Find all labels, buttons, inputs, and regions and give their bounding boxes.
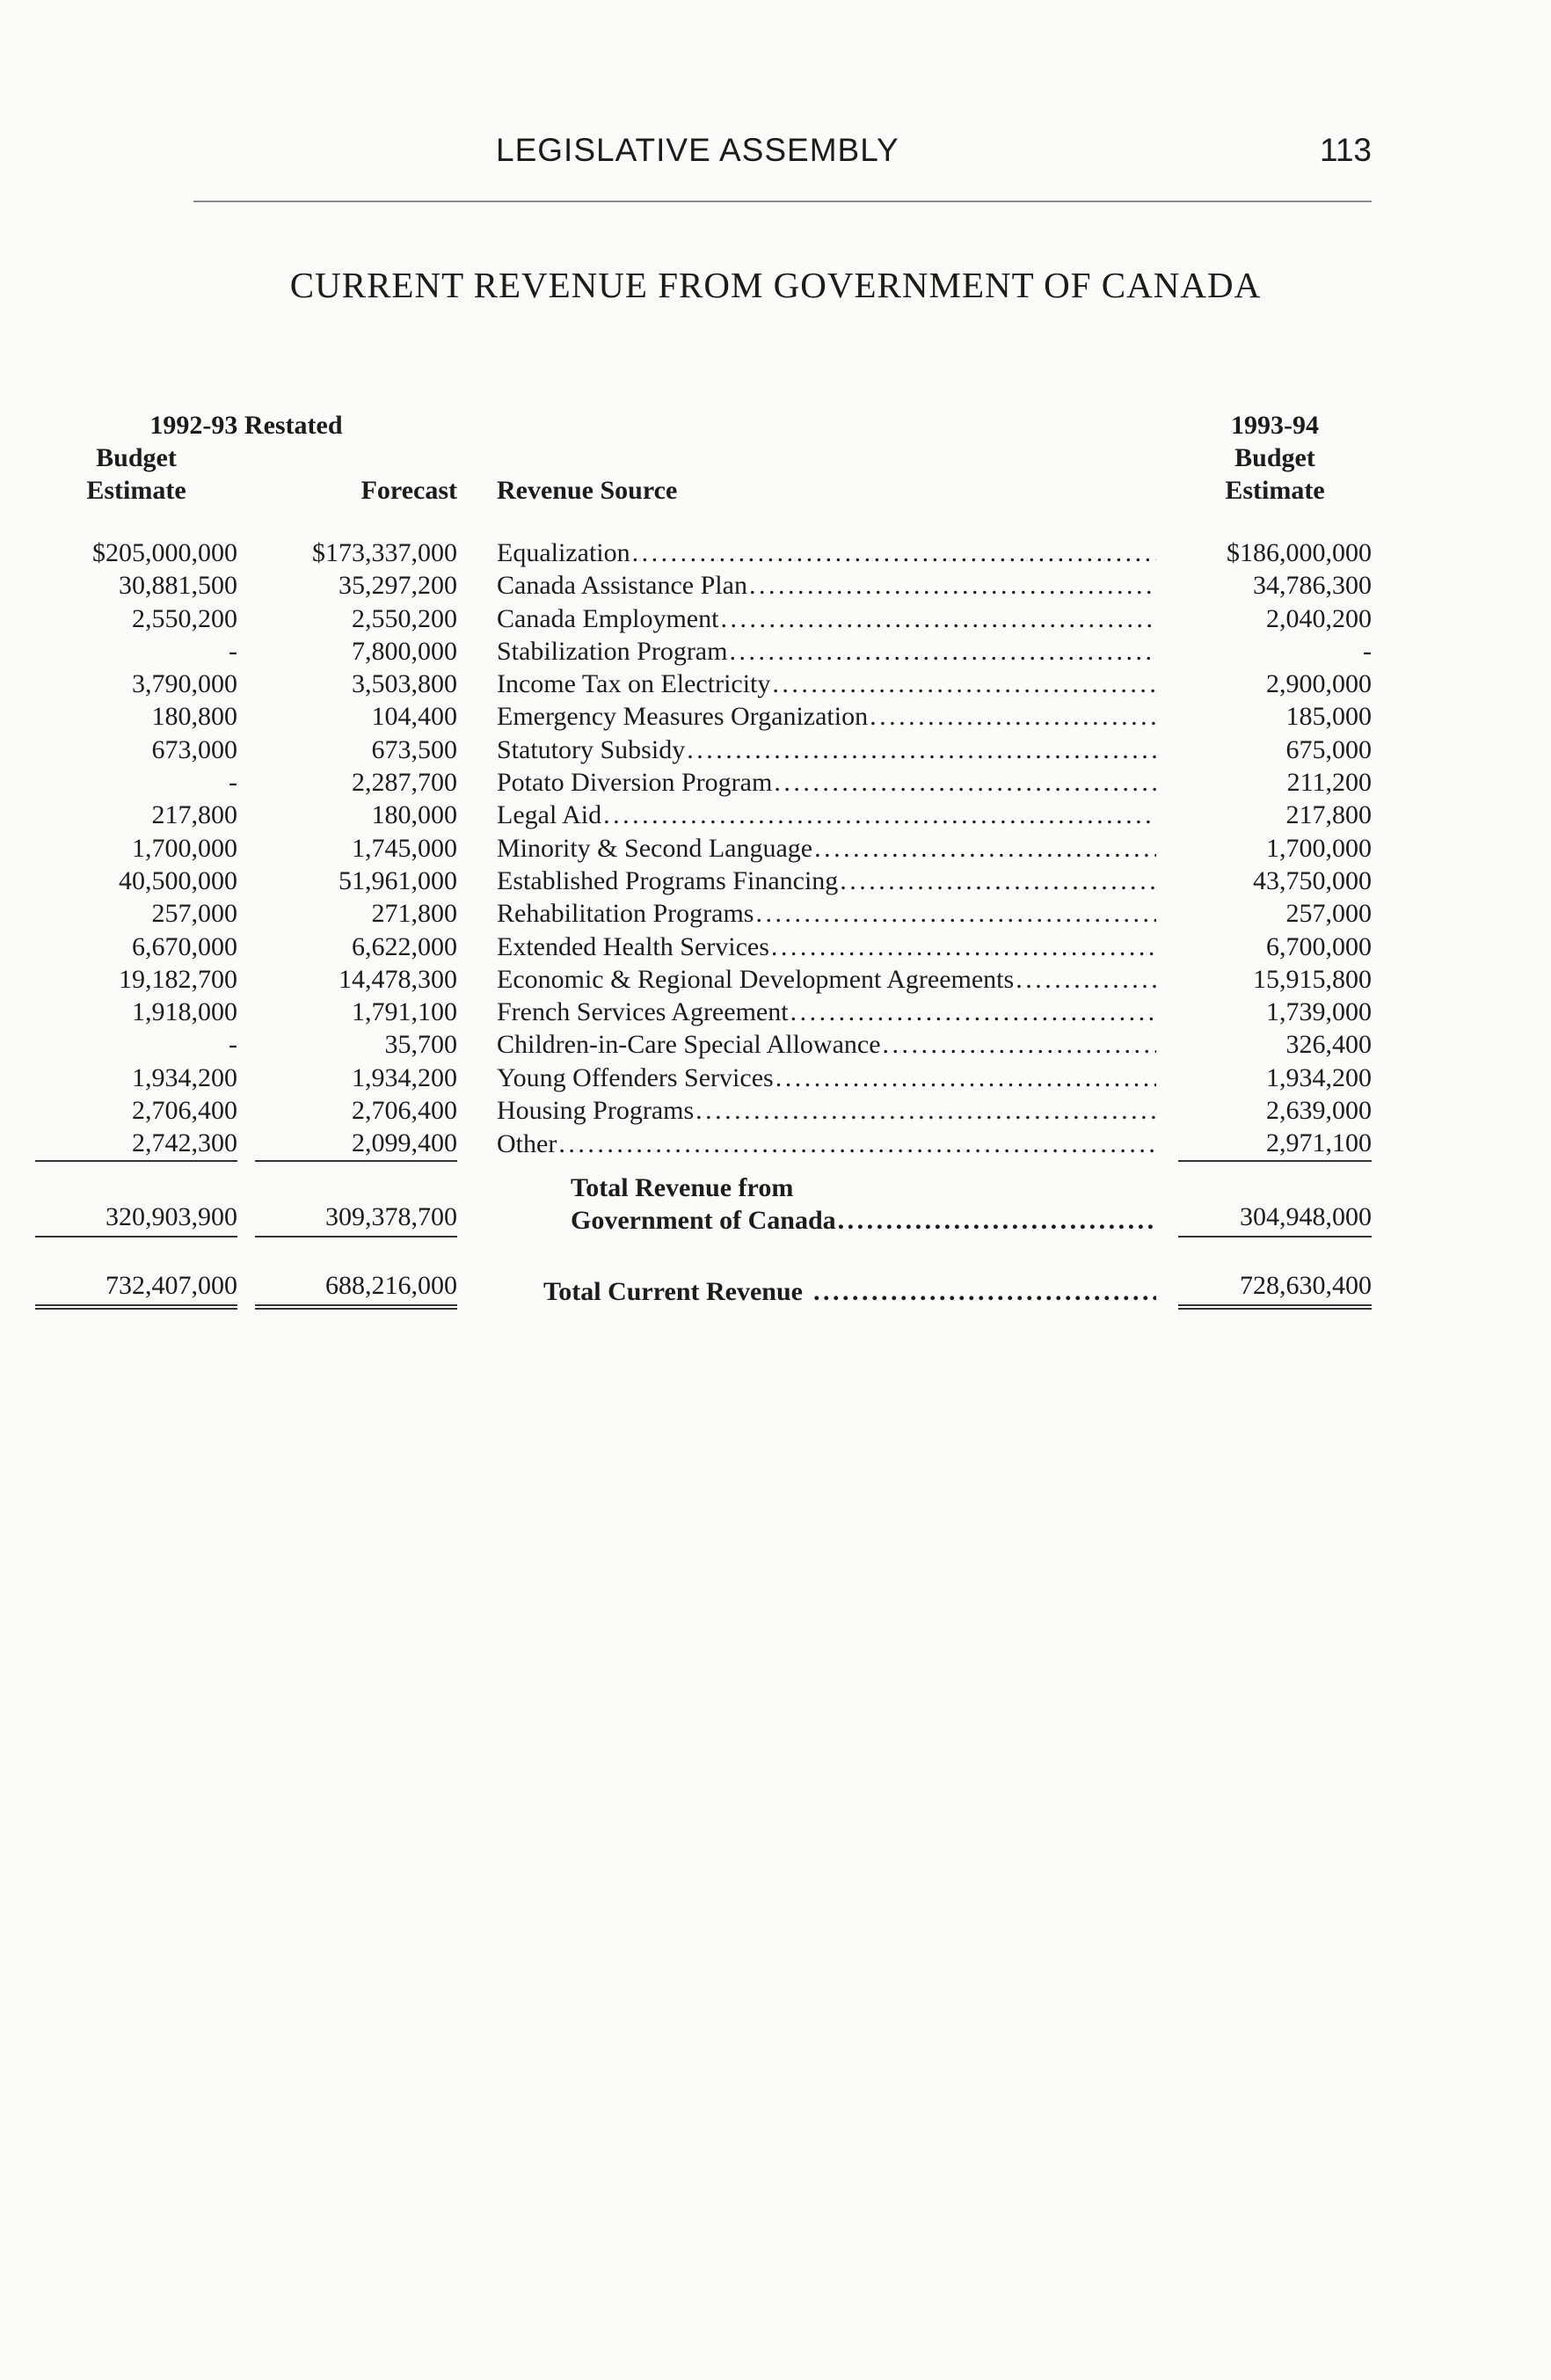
page-number: 113 (1320, 132, 1372, 168)
cell-est-1992: 257,000 (151, 899, 237, 929)
total-current-est-1992: 732,407,000 (35, 1271, 237, 1307)
page-title: CURRENT REVENUE FROM GOVERNMENT OF CANADA (289, 265, 1262, 305)
table-row (35, 1127, 1372, 1160)
table-row (35, 537, 1372, 569)
cell-forecast: 1,934,200 (352, 1062, 457, 1092)
cell-est-1992: 180,800 (151, 702, 237, 732)
cell-est-1993: 2,040,200 (1266, 603, 1372, 633)
cell-forecast: 14,478,300 (339, 964, 457, 994)
header-estimate: Estimate (86, 476, 186, 505)
cell-revenue-source: Children-in-Care Special Allowance . . . (497, 1028, 1156, 1061)
running-head-title: LEGISLATIVE ASSEMBLY (496, 132, 899, 168)
revenue-table (35, 409, 1372, 1310)
table-row (35, 734, 1372, 766)
table-row (35, 569, 1372, 602)
cell-est-1992: 2,706,400 (132, 1096, 237, 1126)
header-forecast: Forecast (360, 476, 457, 505)
header-revenue-source: Revenue Source (497, 476, 678, 505)
cell-revenue-source: Rehabilitation Programs . . . (497, 897, 1156, 930)
cell-est-1992: - (229, 636, 237, 666)
cell-est-1992: 6,670,000 (132, 931, 237, 961)
table-header (35, 409, 1372, 537)
cell-revenue-source: Established Programs Financing . . . (497, 865, 1156, 897)
cell-revenue-source: Young Offenders Services . . . (497, 1062, 1156, 1094)
cell-est-1992: 2,550,200 (132, 603, 237, 633)
cell-est-1993: 217,800 (1285, 800, 1372, 830)
cell-est-1992: 1,700,000 (132, 833, 237, 863)
cell-est-1993: 15,915,800 (1253, 964, 1372, 994)
cell-est-1993: 185,000 (1285, 702, 1372, 732)
cell-revenue-source: French Services Agreement . . . (497, 996, 1156, 1028)
cell-revenue-source: Legal Aid . . . (497, 799, 1156, 831)
cell-revenue-source: Stabilization Program . . . (497, 635, 1156, 668)
table-row (35, 996, 1372, 1028)
cell-est-1992: 673,000 (151, 734, 237, 764)
cell-forecast: 6,622,000 (352, 931, 457, 961)
running-head (193, 132, 1372, 185)
cell-forecast: 673,500 (371, 734, 457, 764)
cell-revenue-source: Housing Programs . . . (497, 1094, 1156, 1127)
cell-est-1993: 2,639,000 (1266, 1096, 1372, 1126)
cell-est-1993: - (1363, 636, 1372, 666)
table-row (35, 931, 1372, 963)
cell-forecast: 104,400 (371, 702, 457, 732)
cell-revenue-source: Economic & Regional Development Agreements . . . (497, 963, 1156, 996)
cell-forecast: 35,700 (384, 1030, 457, 1060)
total-revenue-row (35, 1161, 1372, 1204)
table-row (35, 963, 1372, 996)
cell-est-1992: - (229, 1030, 237, 1060)
total-revenue-label-line2: Government of Canada . . . (571, 1204, 1156, 1237)
cell-est-1992: 40,500,000 (119, 865, 237, 895)
table-row (35, 1062, 1372, 1094)
header-rule (193, 201, 1372, 202)
cell-forecast: 2,706,400 (352, 1096, 457, 1126)
table-row (35, 799, 1372, 831)
table-row (35, 1028, 1372, 1061)
cell-revenue-source: Other . . . (497, 1128, 1156, 1160)
header-estimate-1993: Estimate (1225, 476, 1325, 505)
cell-forecast: 1,745,000 (352, 833, 457, 863)
cell-revenue-source: Equalization . . . (497, 537, 1156, 569)
total-revenue-label-line1: Total Revenue from (571, 1172, 794, 1202)
cell-est-1992: 1,934,200 (132, 1062, 237, 1092)
cell-est-1992: - (229, 768, 237, 798)
table-row (35, 832, 1372, 865)
total-current-label: Total Current Revenue . . . (543, 1277, 1156, 1307)
table-row (35, 766, 1372, 799)
cell-forecast: 1,791,100 (352, 997, 457, 1027)
cell-est-1992: $205,000,000 (92, 538, 237, 567)
cell-forecast: 2,099,400 (255, 1127, 457, 1160)
cell-forecast: 2,287,700 (352, 768, 457, 798)
cell-forecast: 7,800,000 (352, 636, 457, 666)
header-budget-1993: Budget (1234, 443, 1315, 472)
cell-revenue-source: Potato Diversion Program . . . (497, 766, 1156, 799)
total-current-est-1993: 728,630,400 (1178, 1271, 1372, 1307)
header-1992-group: 1992-93 Restated (149, 411, 343, 440)
cell-revenue-source: Minority & Second Language . . . (497, 832, 1156, 865)
cell-est-1993: 675,000 (1285, 734, 1372, 764)
cell-est-1992: 19,182,700 (119, 964, 237, 994)
cell-forecast: 35,297,200 (339, 571, 457, 601)
cell-revenue-source: Income Tax on Electricity . . . (497, 668, 1156, 700)
cell-est-1992: 2,742,300 (35, 1127, 237, 1160)
cell-est-1992: 30,881,500 (119, 571, 237, 601)
cell-est-1993: $186,000,000 (1227, 538, 1372, 567)
table-row (35, 1094, 1372, 1127)
cell-forecast: 180,000 (371, 800, 457, 830)
cell-forecast: 51,961,000 (339, 865, 457, 895)
cell-est-1992: 3,790,000 (132, 669, 237, 699)
total-current-forecast: 688,216,000 (255, 1271, 457, 1307)
cell-revenue-source: Canada Assistance Plan . . . (497, 569, 1156, 602)
cell-est-1993: 2,900,000 (1266, 669, 1372, 699)
cell-forecast: 2,550,200 (352, 603, 457, 633)
cell-est-1993: 2,971,100 (1178, 1127, 1372, 1160)
cell-est-1993: 34,786,300 (1253, 571, 1372, 601)
cell-est-1993: 257,000 (1285, 899, 1372, 929)
cell-est-1992: 217,800 (151, 800, 237, 830)
table-row (35, 700, 1372, 733)
cell-est-1993: 1,739,000 (1266, 997, 1372, 1027)
header-budget: Budget (96, 443, 177, 472)
total-current-row (35, 1271, 1372, 1307)
table-row (35, 865, 1372, 897)
cell-est-1993: 6,700,000 (1266, 931, 1372, 961)
cell-est-1993: 211,200 (1286, 768, 1372, 798)
cell-revenue-source: Statutory Subsidy . . . (497, 734, 1156, 766)
revenue-rows (35, 537, 1372, 1161)
cell-est-1993: 43,750,000 (1253, 865, 1372, 895)
cell-revenue-source: Extended Health Services . . . (497, 931, 1156, 963)
cell-est-1993: 1,934,200 (1266, 1062, 1372, 1092)
header-1993-year: 1993-94 (1231, 411, 1319, 440)
cell-est-1993: 1,700,000 (1266, 833, 1372, 863)
total-revenue-est-1992: 320,903,900 (35, 1161, 237, 1237)
cell-est-1992: 1,918,000 (132, 997, 237, 1027)
total-revenue-est-1993: 304,948,000 (1178, 1161, 1372, 1237)
cell-forecast: 271,800 (371, 899, 457, 929)
cell-forecast: $173,337,000 (312, 538, 457, 567)
table-row (35, 897, 1372, 930)
cell-forecast: 3,503,800 (352, 669, 457, 699)
table-row (35, 635, 1372, 668)
cell-revenue-source: Emergency Measures Organization . . . (497, 700, 1156, 733)
cell-est-1993: 326,400 (1285, 1030, 1372, 1060)
table-row (35, 602, 1372, 635)
cell-revenue-source: Canada Employment . . . (497, 602, 1156, 635)
table-row (35, 668, 1372, 700)
total-revenue-forecast: 309,378,700 (255, 1161, 457, 1237)
